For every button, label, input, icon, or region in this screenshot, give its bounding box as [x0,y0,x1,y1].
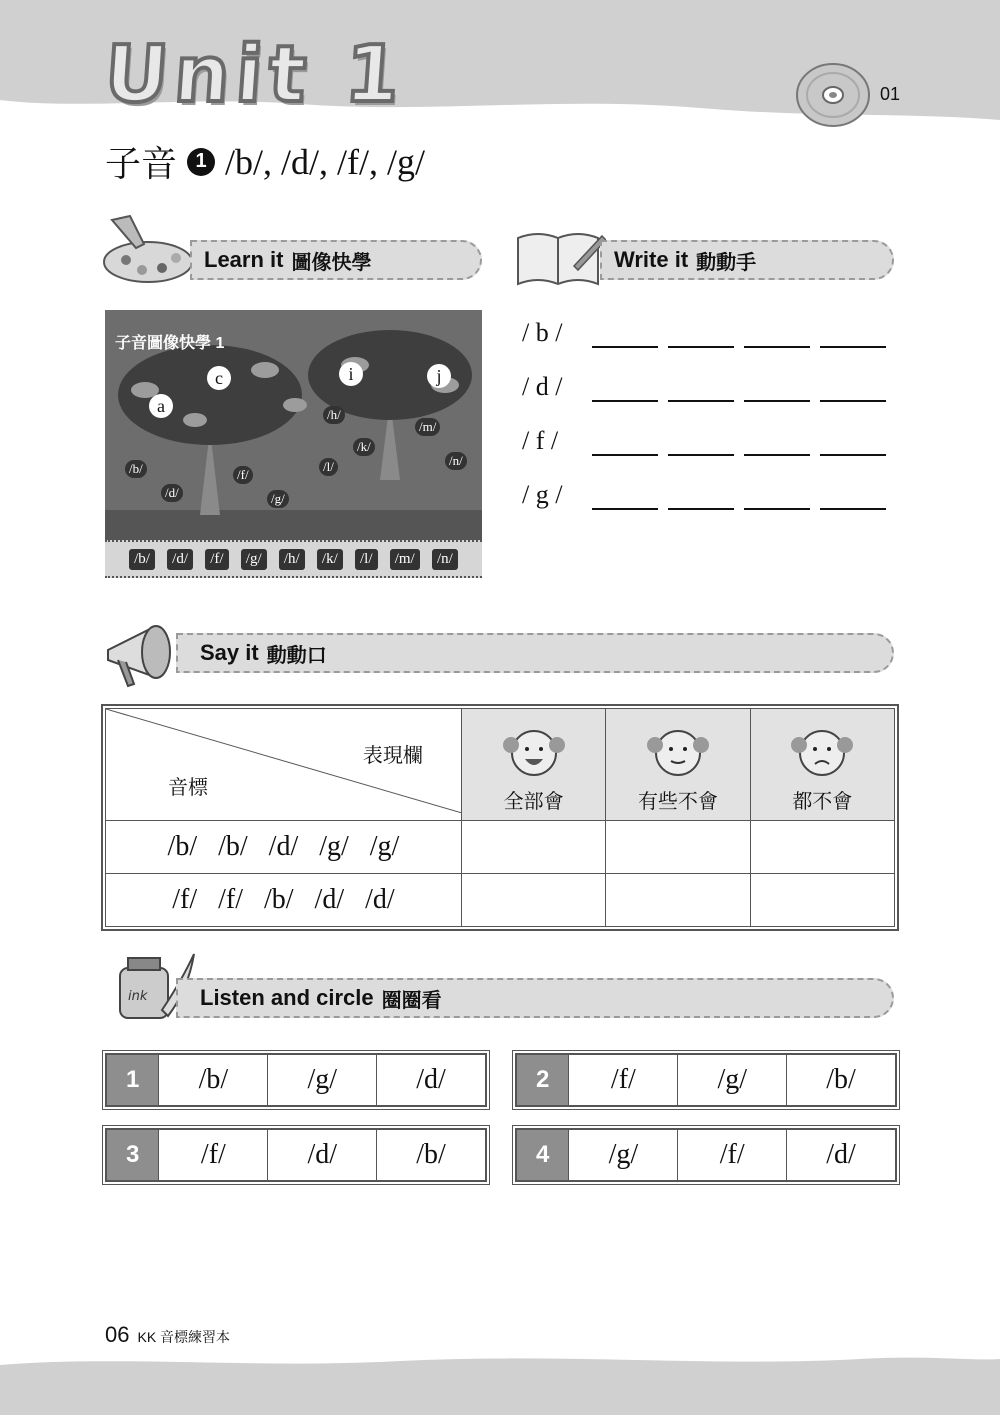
megaphone-icon [102,616,184,692]
say-it-table [105,708,895,927]
rating-checkbox[interactable] [606,874,750,927]
apple-label: /m/ [415,418,440,436]
listen-option[interactable]: /f/ [158,1130,267,1180]
rating-all-cell [461,709,605,821]
diag-top-label: 表現欄 [362,745,423,767]
write-blank[interactable] [668,430,734,456]
write-blank[interactable] [668,322,734,348]
page-footer [105,1322,230,1348]
apple-label: /b/ [125,460,147,478]
write-blank[interactable] [744,376,810,402]
filmstrip-item[interactable]: /g/ [241,549,267,570]
listen-option[interactable]: /b/ [376,1130,485,1180]
learn-it-illustration [105,310,482,540]
filmstrip-item[interactable]: /f/ [205,549,228,570]
filmstrip-item[interactable]: /h/ [279,549,305,570]
listen-item-3 [105,1128,487,1182]
write-row [522,372,886,402]
rating-some-cell [606,709,750,821]
write-blank[interactable] [668,484,734,510]
apple-label: a [149,394,173,418]
say-row-text: /b/ /b/ /d/ /g/ /g/ [167,831,400,862]
listen-option[interactable]: /d/ [786,1130,895,1180]
write-blank[interactable] [744,430,810,456]
listen-item-number: 1 [107,1055,158,1105]
heading-phonemes: /b/, /d/, /f/, /g/ [225,141,426,182]
learn-it-label: Learn it [204,247,284,272]
write-row-label: / d / [522,372,563,401]
apple-label: j [427,364,451,388]
say-it-banner [176,633,894,673]
learn-it-label-zh: 圖像快學 [291,251,372,274]
write-it-label-zh: 動動手 [696,251,757,274]
listen-option[interactable]: /g/ [677,1055,786,1105]
write-blank[interactable] [744,322,810,348]
unit-title: Unit 1 [101,30,409,120]
palette-icon [102,214,198,284]
listen-item-1 [105,1053,487,1107]
rating-checkbox[interactable] [461,821,605,874]
listen-option[interactable]: /g/ [568,1130,677,1180]
listen-label-zh: 圈圈看 [381,989,442,1012]
filmstrip-item[interactable]: /m/ [390,549,420,570]
rating-none-cell [750,709,894,821]
rating-label: 有些不會 [637,791,718,813]
write-blank[interactable] [592,430,658,456]
rating-checkbox[interactable] [750,821,894,874]
heading-prefix: 子音 [105,143,178,184]
write-row-label: / b / [522,318,563,347]
rating-checkbox[interactable] [606,821,750,874]
write-blank[interactable] [592,322,658,348]
write-it-label: Write it [614,247,689,272]
write-blank[interactable] [820,376,886,402]
write-blank[interactable] [820,322,886,348]
cd-icon [795,62,871,128]
sad-face-icon [787,723,857,779]
phoneme-filmstrip [105,540,482,578]
listen-banner [176,978,894,1018]
say-row-text: /f/ /f/ /b/ /d/ /d/ [172,884,395,915]
listen-option[interactable]: /f/ [677,1130,786,1180]
filmstrip-item[interactable]: /l/ [355,549,378,570]
notebook-pencil-icon [514,226,606,288]
write-row [522,480,886,510]
apple-label: i [339,362,363,386]
listen-option[interactable]: /f/ [568,1055,677,1105]
write-blank[interactable] [592,376,658,402]
write-row-label: / g / [522,480,563,509]
rating-label: 全部會 [503,791,564,813]
listen-item-number: 2 [517,1055,568,1105]
listen-option[interactable]: /d/ [376,1055,485,1105]
diag-bottom-label: 音標 [168,777,208,799]
footer-band [0,1355,1000,1415]
write-row-label: / f / [522,426,559,455]
filmstrip-item[interactable]: /k/ [317,549,343,570]
say-it-label: Say it [200,640,259,665]
rating-checkbox[interactable] [750,874,894,927]
apple-label: /f/ [233,466,253,484]
listen-item-4 [515,1128,897,1182]
book-title: KK 音標練習本 [137,1329,231,1345]
write-blank[interactable] [592,484,658,510]
write-it-banner [600,240,894,280]
write-row [522,426,886,456]
page-number: 06 [105,1322,130,1347]
listen-item-2 [515,1053,897,1107]
apple-label: /h/ [323,406,345,424]
rating-checkbox[interactable] [461,874,605,927]
apple-label: /l/ [319,458,338,476]
listen-label: Listen and circle [200,985,374,1010]
filmstrip-item[interactable]: /n/ [432,549,458,570]
apple-label: /k/ [353,438,375,456]
say-row-phonemes [106,874,462,927]
apple-label: /d/ [161,484,183,502]
write-row [522,318,886,348]
listen-option[interactable]: /g/ [267,1055,376,1105]
say-row-phonemes [106,821,462,874]
filmstrip-item[interactable]: /d/ [167,549,193,570]
diagonal-header-cell [106,709,462,821]
apple-label: /n/ [445,452,467,470]
say-it-label-zh: 動動口 [266,644,327,667]
happy-face-icon [499,723,569,779]
write-blank[interactable] [744,484,810,510]
filmstrip-item[interactable]: /b/ [129,549,155,570]
listen-option[interactable]: /b/ [158,1055,267,1105]
track-number: 01 [880,84,901,104]
listen-option[interactable]: /b/ [786,1055,895,1105]
page-title [105,136,425,187]
heading-number-badge: 1 [187,148,215,176]
apple-label: c [207,366,231,390]
neutral-face-icon [643,723,713,779]
listen-item-number: 3 [107,1130,158,1180]
rating-label: 都不會 [792,791,853,813]
listen-item-number: 4 [517,1130,568,1180]
write-blank[interactable] [820,484,886,510]
write-blank[interactable] [668,376,734,402]
apple-label: /g/ [267,490,289,508]
listen-option[interactable]: /d/ [267,1130,376,1180]
learn-image-caption: 子音圖像快學 1 [115,335,225,352]
learn-it-banner [190,240,482,280]
write-blank[interactable] [820,430,886,456]
svg-text:ink: ink [128,989,148,1004]
